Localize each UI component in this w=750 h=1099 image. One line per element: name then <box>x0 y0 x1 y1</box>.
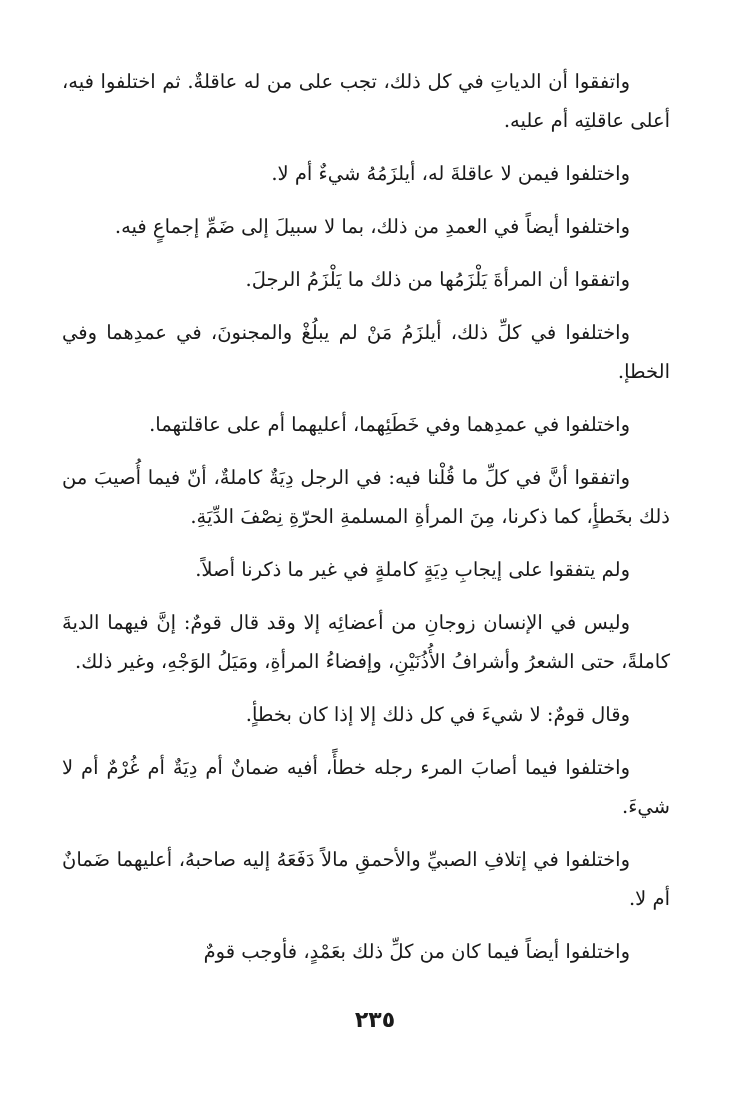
page-number: ٢٣٥ <box>354 1008 396 1033</box>
paragraph: واختلفوا أيضاً في العمدِ من ذلك، بما لا سبيلَ إلى ضَمِّ إجماعٍ فيه. <box>114 215 630 238</box>
paragraph: واختلفوا في عمدِهما وفي خَطَئِهما، أعليهما أم على عاقلتهما. <box>149 413 630 436</box>
paragraph: واتفقوا أن المرأةَ يَلْزَمُها من ذلك ما يَلْزَمُ الرجلَ. <box>245 268 630 291</box>
paragraph: واختلفوا أيضاً فيما كان من كلِّ ذلك بعَمْدٍ، فأوجب قومٌ <box>203 940 630 963</box>
paragraph: واختلفوا في إتلافِ الصبيِّ والأحمقِ مالاً دَفَعَهُ إليه صاحبهُ، أعليهما ضَمانٌ أم لا. <box>62 848 670 910</box>
paragraph: واختلفوا في كلِّ ذلك، أيلزَمُ مَنْ لم يبلُغْ والمجنونَ، في عمدِهما وفي الخطإ. <box>62 321 670 383</box>
paragraph: واتفقوا أن الدياتِ في كل ذلك، تجب على من له عاقلةٌ. ثم اختلفوا فيه، أعلى عاقلتِه أم عليه. <box>62 70 670 132</box>
paragraph: واتفقوا أنَّ في كلِّ ما قُلْنا فيه: في الرجل دِيَةٌ كاملةٌ، أنّ فيما أُصيبَ من ذلك بخَطأٍ، كما ذكرنا، مِنَ المرأةِ المسلمةِ الحرّةِ نِصْفَ الدِّيَةِ. <box>62 466 670 528</box>
paragraph: وليس في الإنسان زوجانِ من أعضائِه إلا وقد قال قومٌ: إنَّ فيهما الديةَ كاملةً، حتى الشعرُ وأشرافُ الأُذُنَيْنِ، وإفضاءُ المرأةِ، ومَيَلُ الوَجْهِ، وغير ذلك. <box>62 611 670 673</box>
paragraph: واختلفوا فيما أصابَ المرء رجله خطأً، أفيه ضمانٌ أم دِيَةٌ أم غُرْمٌ أم لا شيءَ. <box>62 756 670 818</box>
body-text <box>62 62 670 985</box>
paragraph: وقال قومٌ: لا شيءَ في كل ذلك إلا إذا كان بخطأٍ. <box>245 703 630 726</box>
paragraph: ولم يتفقوا على إيجابِ دِيَةٍ كاملةٍ في غير ما ذكرنا أصلاً. <box>195 558 630 581</box>
paragraph: واختلفوا فيمن لا عاقلةَ له، أيلزَمُهُ شيءٌ أم لا. <box>271 162 630 185</box>
